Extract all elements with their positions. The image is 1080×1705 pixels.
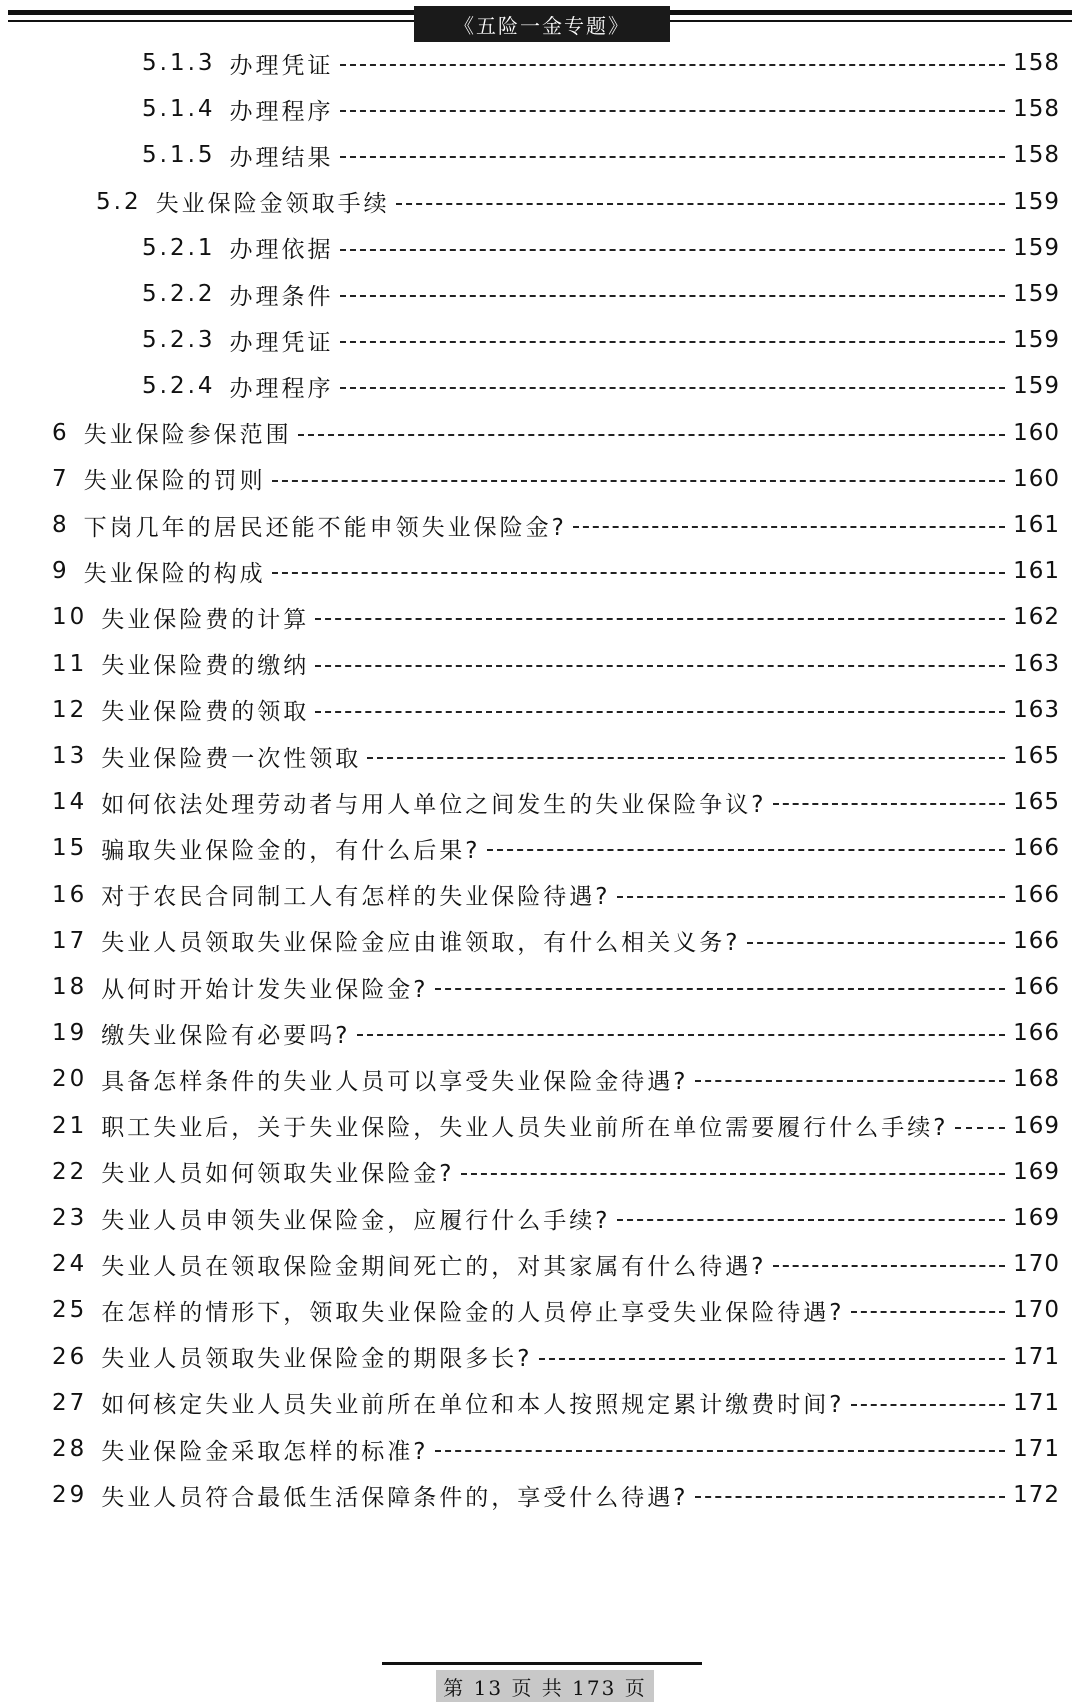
toc-dash-leader — [340, 295, 1006, 297]
toc-entry-page: 168 — [1013, 1066, 1060, 1093]
toc-entry-title: 失业人员领取失业保险金应由谁领取，有什么相关义务? — [101, 930, 741, 957]
toc-entry-number: 19 — [52, 1020, 88, 1047]
toc-entry-number: 12 — [52, 696, 88, 723]
toc-entry-title: 在怎样的情形下，领取失业保险金的人员停止享受失业保险待遇? — [101, 1299, 845, 1326]
toc-entry[interactable] — [52, 1193, 1060, 1243]
toc-entry[interactable] — [52, 870, 1060, 920]
toc-entry-page: 160 — [1013, 465, 1060, 492]
toc-entry[interactable] — [52, 962, 1060, 1012]
toc-entry[interactable] — [52, 1470, 1060, 1520]
toc-dash-leader — [435, 988, 1006, 990]
toc-dash-leader — [617, 1219, 1006, 1221]
toc-entry-page: 171 — [1013, 1436, 1060, 1462]
toc-entry[interactable] — [52, 408, 1060, 458]
toc-entry-number: 6 — [52, 419, 70, 446]
toc-dash-leader — [340, 156, 1006, 158]
toc-entry-page: 158 — [1013, 142, 1060, 169]
toc-entry-number: 9 — [52, 558, 70, 585]
footer-rule — [382, 1662, 702, 1665]
toc-entry-number: 18 — [52, 974, 88, 1000]
toc-entry-title: 缴失业保险有必要吗? — [101, 1022, 351, 1049]
toc-dash-leader — [955, 1127, 1006, 1129]
toc-entry-page: 166 — [1013, 881, 1060, 908]
toc-entry[interactable] — [96, 177, 1060, 227]
toc-entry-number: 7 — [52, 465, 70, 492]
toc-dash-leader — [435, 1450, 1006, 1452]
toc-entry-title: 失业人员如何领取失业保险金? — [101, 1161, 455, 1188]
toc-entry-page: 159 — [1013, 281, 1060, 307]
toc-dash-leader — [367, 757, 1005, 759]
toc-entry-page: 159 — [1013, 188, 1060, 215]
toc-entry-page: 169 — [1013, 1205, 1060, 1231]
toc-entry-page: 161 — [1013, 512, 1060, 538]
toc-entry-title: 办理凭证 — [229, 52, 334, 79]
toc-dash-leader — [747, 942, 1006, 944]
toc-entry-number: 27 — [52, 1389, 88, 1416]
toc-entry-title: 办理程序 — [229, 375, 334, 402]
toc-entry-page: 171 — [1013, 1389, 1060, 1416]
toc-entry-page: 166 — [1013, 835, 1060, 862]
toc-entry-title: 如何核定失业人员失业前所在单位和本人按照规定累计缴费时间? — [101, 1392, 845, 1419]
toc-dash-leader — [773, 1265, 1006, 1267]
toc-entry-title: 失业保险的罚则 — [83, 468, 266, 495]
toc-entry-number: 5.2.3 — [142, 327, 216, 354]
toc-entry[interactable] — [52, 777, 1060, 827]
toc-entry-page: 163 — [1013, 696, 1060, 723]
toc-entry-number: 23 — [52, 1205, 88, 1231]
toc-entry[interactable] — [142, 84, 1060, 134]
toc-dash-leader — [617, 896, 1006, 898]
toc-entry[interactable] — [142, 38, 1060, 88]
toc-dash-leader — [396, 203, 1006, 205]
toc-entry-number: 29 — [52, 1482, 88, 1509]
toc-entry-title: 失业人员在领取保险金期间死亡的，对其家属有什么待遇? — [101, 1253, 767, 1280]
toc-entry-title: 失业保险费一次性领取 — [101, 745, 362, 772]
toc-entry-title: 失业人员申领失业保险金，应履行什么手续? — [101, 1207, 611, 1234]
toc-entry-number: 24 — [52, 1251, 88, 1278]
toc-entry-page: 163 — [1013, 650, 1060, 677]
toc-entry-title: 对于农民合同制工人有怎样的失业保险待遇? — [101, 884, 611, 911]
toc-entry-page: 160 — [1013, 419, 1060, 446]
toc-dash-leader — [357, 1034, 1006, 1036]
toc-entry-number: 28 — [52, 1436, 88, 1462]
toc-dash-leader — [340, 387, 1006, 389]
toc-dash-leader — [272, 572, 1005, 574]
toc-entry-title: 失业保险的构成 — [83, 560, 266, 587]
toc-dash-leader — [272, 480, 1005, 482]
toc-entry[interactable] — [142, 269, 1060, 319]
toc-entry-number: 20 — [52, 1066, 88, 1093]
toc-entry[interactable] — [142, 315, 1060, 365]
toc-dash-leader — [851, 1404, 1006, 1406]
toc-entry-title: 办理程序 — [229, 98, 334, 125]
toc-entry[interactable] — [52, 546, 1060, 596]
toc-entry-page: 172 — [1013, 1482, 1060, 1509]
toc-entry-title: 失业保险金采取怎样的标准? — [101, 1438, 429, 1465]
toc-entry[interactable] — [52, 1101, 1060, 1151]
toc-entry-number: 5.2 — [96, 188, 142, 215]
toc-entry-title: 失业保险费的计算 — [101, 606, 310, 633]
toc-dash-leader — [573, 526, 1005, 528]
toc-entry[interactable] — [52, 1285, 1060, 1335]
toc-entry-number: 15 — [52, 835, 88, 862]
toc-entry-title: 下岗几年的居民还能不能申领失业保险金? — [83, 514, 567, 541]
toc-entry-number: 14 — [52, 789, 88, 816]
toc-entry-page: 159 — [1013, 327, 1060, 354]
toc-dash-leader — [315, 711, 1005, 713]
toc-entry-number: 25 — [52, 1297, 88, 1324]
toc-dash-leader — [695, 1496, 1006, 1498]
toc-dash-leader — [315, 618, 1005, 620]
toc-entry[interactable] — [52, 639, 1060, 689]
toc-entry-title: 失业保险费的领取 — [101, 699, 310, 726]
toc-dash-leader — [851, 1311, 1006, 1313]
toc-entry[interactable] — [52, 731, 1060, 781]
toc-entry-number: 5.2.2 — [142, 281, 216, 307]
toc-dash-leader — [461, 1173, 1006, 1175]
toc-entry-number: 5.1.3 — [142, 50, 216, 76]
header-title: 《五险一金专题》 — [414, 6, 670, 42]
toc-entry-title: 失业保险费的缴纳 — [101, 653, 310, 680]
toc-entry-number: 21 — [52, 1112, 88, 1139]
toc-entry-title: 办理条件 — [229, 283, 334, 310]
toc-entry-title: 骗取失业保险金的，有什么后果? — [101, 837, 481, 864]
toc-entry-page: 162 — [1013, 604, 1060, 631]
toc-entry-title: 从何时开始计发失业保险金? — [101, 976, 429, 1003]
toc-entry-page: 161 — [1013, 558, 1060, 585]
toc-entry-page: 165 — [1013, 789, 1060, 816]
toc-entry-title: 失业保险参保范围 — [83, 422, 292, 449]
toc-entry-number: 17 — [52, 927, 88, 954]
toc-entry-number: 8 — [52, 512, 70, 538]
toc-entry[interactable] — [142, 223, 1060, 273]
toc-entry-number: 5.2.1 — [142, 234, 216, 261]
toc-dash-leader — [340, 110, 1006, 112]
toc-entry-number: 22 — [52, 1158, 88, 1185]
toc-entry-number: 10 — [52, 604, 88, 631]
toc-entry[interactable] — [52, 1378, 1060, 1428]
toc-entry-number: 5.1.4 — [142, 96, 216, 123]
toc-entry-page: 171 — [1013, 1343, 1060, 1370]
page-footer — [0, 1650, 1080, 1705]
toc-entry[interactable] — [52, 1424, 1060, 1474]
toc-dash-leader — [539, 1358, 1006, 1360]
toc-dash-leader — [487, 849, 1006, 851]
toc-entry-number: 26 — [52, 1343, 88, 1370]
toc-entry-title: 失业人员符合最低生活保障条件的，享受什么待遇? — [101, 1484, 689, 1511]
toc-entry-page: 159 — [1013, 234, 1060, 261]
toc-entry-page: 166 — [1013, 1020, 1060, 1047]
toc-entry-page: 165 — [1013, 743, 1060, 769]
toc-entry-page: 170 — [1013, 1251, 1060, 1278]
toc-entry[interactable] — [52, 1054, 1060, 1104]
toc-entry[interactable] — [142, 130, 1060, 180]
toc-entry-page: 158 — [1013, 50, 1060, 76]
toc-entry-number: 5.2.4 — [142, 373, 216, 400]
toc-entry-title: 办理依据 — [229, 237, 334, 264]
toc-entry-number: 13 — [52, 743, 88, 769]
toc-dash-leader — [695, 1080, 1006, 1082]
toc-entry[interactable] — [52, 592, 1060, 642]
toc-entry-number: 5.1.5 — [142, 142, 216, 169]
toc-entry[interactable] — [142, 361, 1060, 411]
toc-entry[interactable] — [52, 454, 1060, 504]
toc-entry-page: 166 — [1013, 927, 1060, 954]
toc-entry[interactable] — [52, 1147, 1060, 1197]
toc-dash-leader — [315, 665, 1005, 667]
toc-entry[interactable] — [52, 823, 1060, 873]
toc-entry-title: 失业人员领取失业保险金的期限多长? — [101, 1346, 533, 1373]
toc-entry-title: 办理结果 — [229, 144, 334, 171]
toc-entry-title: 职工失业后，关于失业保险，失业人员失业前所在单位需要履行什么手续? — [101, 1115, 949, 1142]
toc-entry[interactable] — [52, 1332, 1060, 1382]
toc-entry-page: 170 — [1013, 1297, 1060, 1324]
toc-dash-leader — [340, 64, 1006, 66]
toc-entry-title: 失业保险金领取手续 — [155, 191, 390, 218]
toc-entry[interactable] — [52, 500, 1060, 550]
toc-entry-title: 办理凭证 — [229, 329, 334, 356]
toc-entry[interactable] — [52, 1008, 1060, 1058]
page-indicator: 第 13 页 共 173 页 — [436, 1670, 654, 1702]
toc-dash-leader — [340, 341, 1006, 343]
toc-entry-page: 158 — [1013, 96, 1060, 123]
toc-dash-leader — [773, 803, 1006, 805]
toc-entry-number: 16 — [52, 881, 88, 908]
toc-entry-page: 169 — [1013, 1112, 1060, 1139]
toc-entry-page: 159 — [1013, 373, 1060, 400]
toc-entry-number: 11 — [52, 650, 88, 677]
toc-entry[interactable] — [52, 1239, 1060, 1289]
toc-entry-title: 具备怎样条件的失业人员可以享受失业保险金待遇? — [101, 1068, 689, 1095]
toc-entry[interactable] — [52, 685, 1060, 735]
toc-dash-leader — [340, 249, 1006, 251]
toc-entry-title: 如何依法处理劳动者与用人单位之间发生的失业保险争议? — [101, 791, 767, 818]
toc-entry[interactable] — [52, 916, 1060, 966]
toc-entry-page: 169 — [1013, 1158, 1060, 1185]
toc-entry-page: 166 — [1013, 974, 1060, 1000]
toc-dash-leader — [298, 434, 1005, 436]
